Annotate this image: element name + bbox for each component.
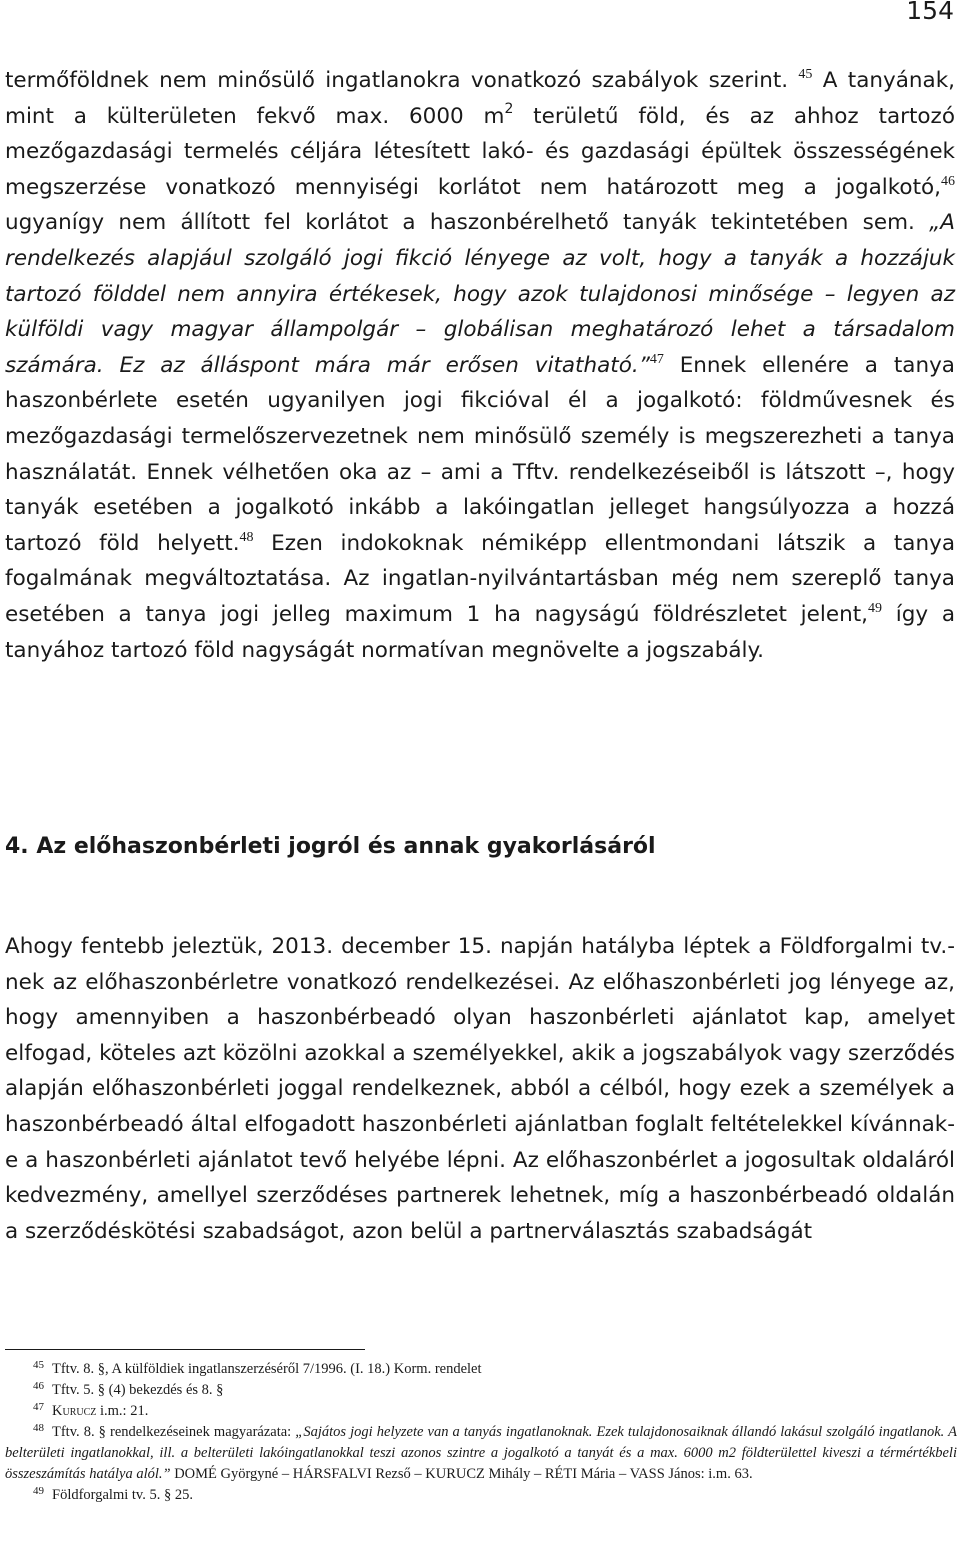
footnote-ref-47[interactable]: 47 (649, 351, 664, 367)
footnote-46 (5, 1380, 957, 1401)
body-paragraph-1 (5, 63, 955, 668)
superscript: 2 (504, 100, 514, 117)
italic-quote: „A rendelkezés alapjául szolgáló jogi fikció lényege az volt, hogy a tanyák a hozzájuk tartozó földdel nem annyira értékesek, hogy azok tulajdonosi minősége – legyen az külföldi vagy magyar állampolgár – globálisan meghatározó lehet a társadalom számára. Ez az álláspont mára már erősen vitatható.” (5, 210, 955, 378)
footnote-ref-46[interactable]: 46 (941, 173, 955, 189)
page-number: 154 (906, 0, 954, 25)
footnote-45 (5, 1359, 957, 1380)
text-segment: Ezen indokoknak némiképp ellentmondani látszik a tanya fogalmának megváltoztatása. Az ingatlan-nyilvántartásban még nem szereplő tanya esetében a tanya jogi jelleg maximum 1 ha nagyságú földrészletet jelent, (5, 530, 955, 627)
text-segment: ugyanígy nem állított fel korlátot a haszonbérelhető tanyák tekintetében sem. (5, 210, 930, 236)
footnotes (5, 1359, 957, 1506)
footnote-text: DOMÉ Györgyné – HÁRSFALVI Rezső – KURUCZ Mihály – RÉTI Mária – VASS János: i.m. 63. (170, 1466, 753, 1482)
text-segment: így a tanyához tartozó föld nagyságát normatívan megnövelte a jogszabály. (5, 601, 955, 663)
footnote-number: 49 (33, 1485, 44, 1497)
text-segment: A tanyának, mint a külterületen fekvő max. 6000 m (5, 68, 955, 129)
text-segment: területű föld, és az ahhoz tartozó mezőgazdasági termelés céljára létesített lakó- és gazdasági épültek összességének megszerzése vonatkozó mennyiségi korlátot nem határozott meg a jogalkotó, (5, 103, 955, 200)
footnote-49 (5, 1485, 957, 1506)
section-heading: 4. Az előhaszonbérleti jogról és annak gyakorlásáról (5, 834, 656, 859)
footnote-number: 48 (33, 1422, 44, 1434)
footnote-text: i.m.: 21. (96, 1403, 149, 1419)
text-segment: termőföldnek nem minősülő ingatlanokra vonatkozó szabályok szerint. (5, 68, 789, 93)
footnote-48 (5, 1422, 957, 1485)
footnote-separator (5, 1349, 365, 1350)
footnote-text: Tftv. 5. § (4) bekezdés és 8. § (52, 1382, 224, 1398)
footnote-ref-45[interactable]: 45 (798, 67, 813, 82)
footnote-text: Tftv. 8. § rendelkezéseinek magyarázata: (52, 1424, 296, 1440)
footnote-number: 46 (33, 1380, 44, 1392)
footnote-number: 47 (33, 1401, 44, 1413)
body-paragraph-2 (5, 929, 955, 1249)
footnote-ref-48[interactable]: 48 (239, 529, 254, 545)
author-name: Kurucz (52, 1403, 97, 1419)
footnote-number: 45 (33, 1359, 44, 1371)
footnote-quote: „Sajátos jogi helyzete van a tanyás ingatlanoknak. Ezek tulajdonosaiknak állandó lakásul szolgáló ingatlanok. A belterületi ingatlanokkal, ill. a belterületi lakóingatlanokkal teszi azonos szintre a jogalkotó a tanyát és a max. 6000 m2 földterülettel kiveszi a térmértékbeli összeszámítás hatálya alól.” (5, 1424, 957, 1482)
paragraph-text: Ahogy fentebb jeleztük, 2013. december 15. napján hatályba léptek a Földforgalmi tv.-nek az előhaszonbérletre vonatkozó rendelkezései. Az előhaszonbérleti jog lényege az, hogy amennyiben a haszonbérbeadó olyan haszonbérleti ajánlatot kap, amelyet elfogad, köteles azt közölni azokkal a személyekkel, akik a jogszabályok vagy szerződés alapján előhaszonbérleti joggal rendelkeznek, abból a célból, hogy ezek a személyek a haszonbérbeadó által elfogadott haszonbérleti ajánlatban foglalt feltételekkel kívánnak-e a haszonbérleti ajánlatot tevő helyébe lépni. Az előhaszonbérlet a jogosultak oldaláról kedvezmény, amellyel szerződéses partnerek lehetnek, míg a haszonbérbeadó oldalán a szerződéskötési szabadságot, azon belül a partnerválasztás szabadságát (5, 934, 955, 1244)
footnote-ref-49[interactable]: 49 (867, 600, 882, 616)
footnote-text: Földforgalmi tv. 5. § 25. (52, 1487, 193, 1503)
footnote-text: Tftv. 8. §, A külföldiek ingatlanszerzéséről 7/1996. (I. 18.) Korm. rendelet (52, 1361, 482, 1377)
footnote-47 (5, 1401, 957, 1422)
text-segment: Ennek ellenére a tanya haszonbérlete esetén ugyanilyen jogi fikcióval él a jogalkotó: földművesnek és mezőgazdasági termelőszervezetnek nem minősülő személy is megszerezheti a tanya használatát. Ennek vélhetően oka az – ami a Tftv. rendelkezéseiből is látszott –, hogy tanyák esetében a jogalkotó inkább a lakóingatlan jelleget hangsúlyozza a hozzá tartozó föld helyett. (5, 352, 955, 556)
